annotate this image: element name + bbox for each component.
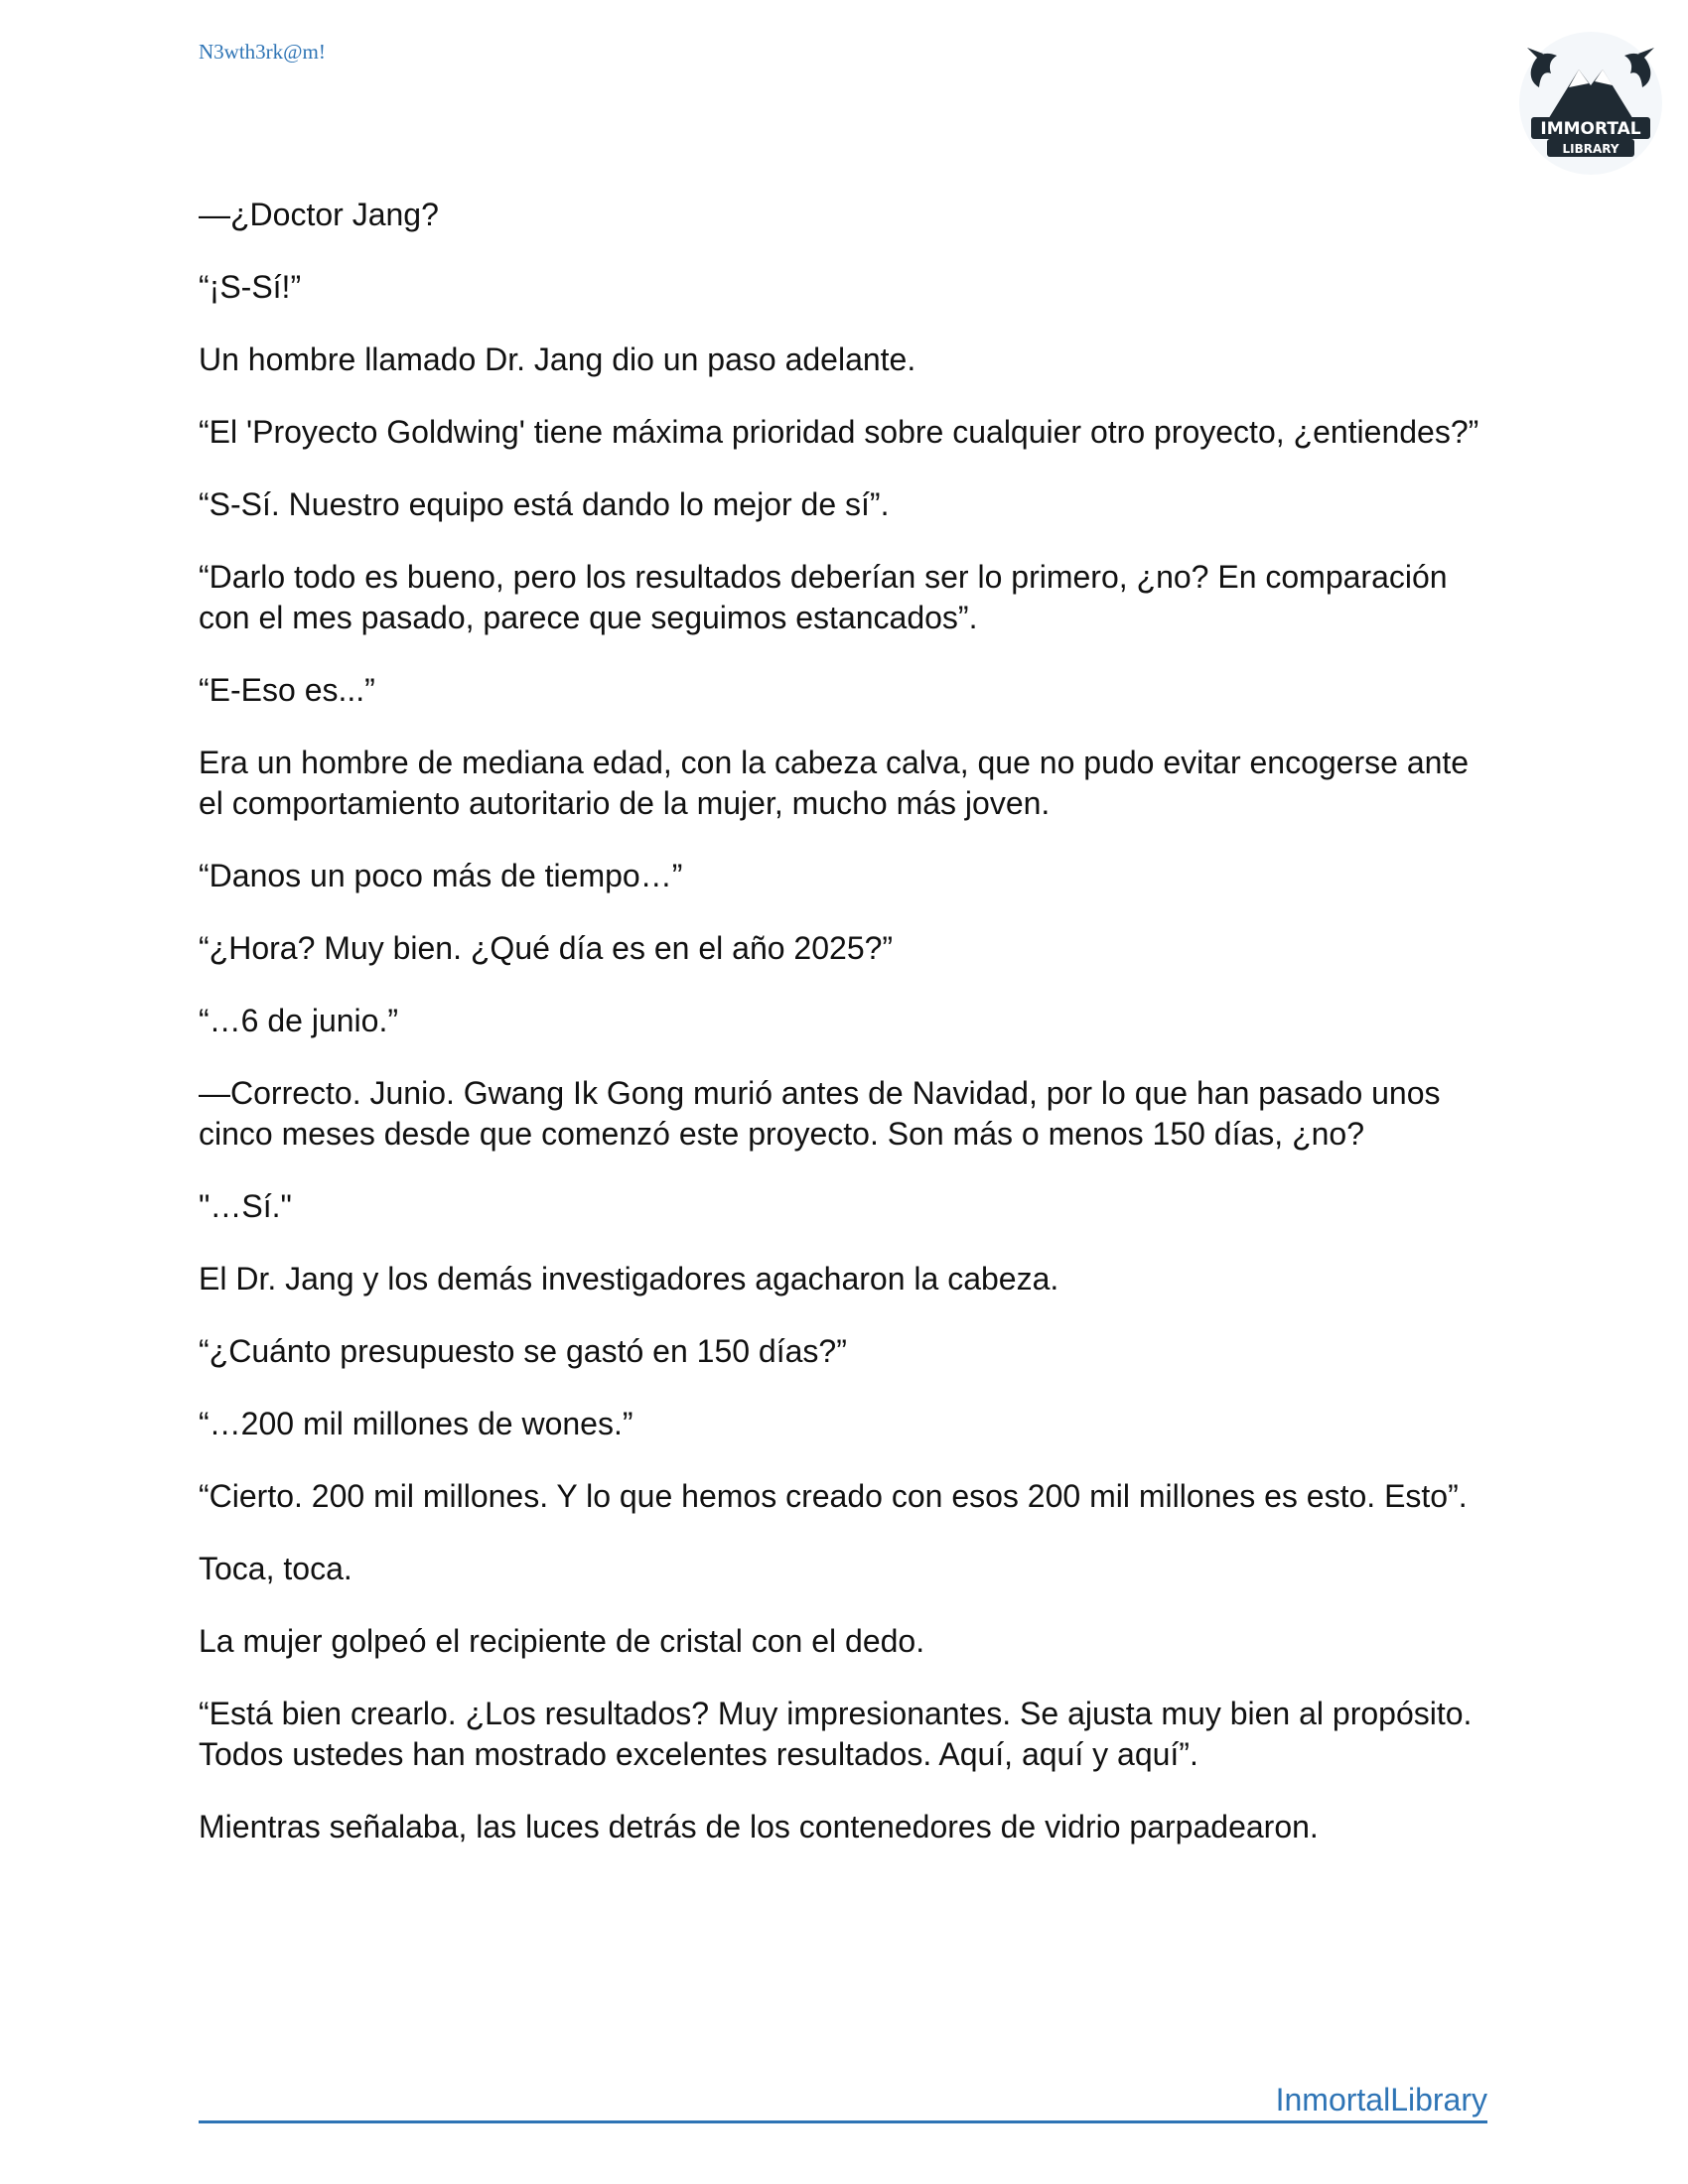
logo-text-line2: LIBRARY [1562, 142, 1619, 156]
paragraph: Un hombre llamado Dr. Jang dio un paso adelante. [199, 341, 916, 377]
paragraph: La mujer golpeó el recipiente de cristal con el dedo. [199, 1623, 925, 1659]
footer-link[interactable]: InmortalLibrary [199, 2081, 1487, 2123]
paragraph: “El 'Proyecto Goldwing' tiene máxima prioridad sobre cualquier otro proyecto, ¿entiendes?” [199, 414, 1479, 450]
paragraph: “¡S-Sí!” [199, 269, 302, 305]
paragraph: “E-Eso es...” [199, 672, 375, 708]
paragraph: “¿Cuánto presupuesto se gastó en 150 días?” [199, 1333, 847, 1369]
paragraph: “…200 mil millones de wones.” [199, 1406, 633, 1441]
paragraph: “Darlo todo es bueno, pero los resultados deberían ser lo primero, ¿no? En comparación con el mes pasado, parece que seguimos estancados”. [199, 559, 1448, 635]
paragraph: —Correcto. Junio. Gwang Ik Gong murió antes de Navidad, por lo que han pasado unos cinco meses desde que comenzó este proyecto. Son más o menos 150 días, ¿no? [199, 1075, 1441, 1152]
paragraph: “Danos un poco más de tiempo…” [199, 858, 683, 893]
paragraph: “S-Sí. Nuestro equipo está dando lo mejor de sí”. [199, 486, 890, 522]
paragraph: Era un hombre de mediana edad, con la cabeza calva, que no pudo evitar encogerse ante el comportamiento autoritario de la mujer, mucho más joven. [199, 745, 1470, 821]
paragraph: “…6 de junio.” [199, 1003, 398, 1038]
header-code-text: N3wth3rk@m! [199, 40, 326, 64]
document-body [199, 195, 1489, 1879]
paragraph: “Está bien crearlo. ¿Los resultados? Muy impresionantes. Se ajusta muy bien al propósito. Todos ustedes han mostrado excelentes resultados. Aquí, aquí y aquí”. [199, 1696, 1473, 1772]
paragraph: —¿Doctor Jang? [199, 197, 439, 232]
paragraph: "…Sí." [199, 1188, 292, 1224]
paragraph: “Cierto. 200 mil millones. Y lo que hemos creado con esos 200 mil millones es esto. Esto”. [199, 1478, 1468, 1514]
logo-text-line1: IMMORTAL [1540, 119, 1641, 139]
paragraph: Mientras señalaba, las luces detrás de los contenedores de vidrio parpadearon. [199, 1809, 1319, 1844]
paragraph: El Dr. Jang y los demás investigadores agacharon la cabeza. [199, 1261, 1059, 1297]
immortal-library-logo [1517, 30, 1664, 177]
paragraph: “¿Hora? Muy bien. ¿Qué día es en el año 2025?” [199, 930, 894, 966]
paragraph: Toca, toca. [199, 1551, 352, 1586]
